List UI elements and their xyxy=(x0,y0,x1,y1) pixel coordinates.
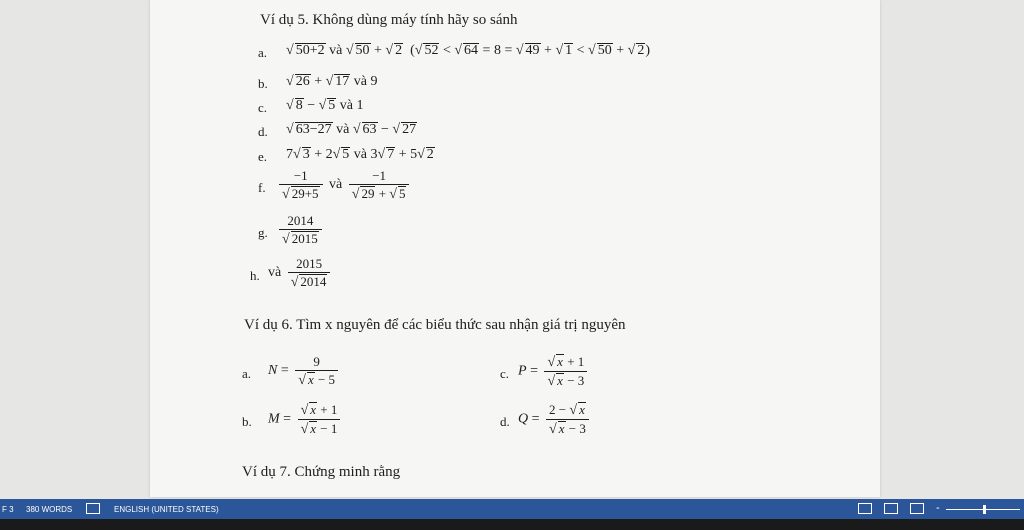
ex5-title: Ví dụ 5. Không dùng máy tính hãy so sánh xyxy=(260,12,518,28)
zoom-out-button[interactable]: - xyxy=(936,502,940,514)
proofing-icon[interactable] xyxy=(86,503,100,514)
ex5-c-label: c. xyxy=(258,100,268,115)
taskbar-edge xyxy=(0,519,1024,530)
ex6-b-expression: M = $\frac{√ x + 1}{√ x - 1}$ xyxy=(268,402,343,437)
ex6-b-label: b. xyxy=(242,414,252,429)
language-indicator[interactable]: ENGLISH (UNITED STATES) xyxy=(114,505,219,514)
ex5-d-label: d. xyxy=(258,124,268,139)
ex6-d-label: d. xyxy=(500,414,510,429)
ex5-g-expression: $\frac{2014}{√ 2015}$ xyxy=(276,213,325,247)
ex6-c-expression: P = $\frac{√ x + 1}{√ x - 3}$ xyxy=(518,354,590,389)
ex5-g-label: g. xyxy=(258,225,268,240)
ex5-a-label: a. xyxy=(258,45,268,60)
ex5-h-label: h. xyxy=(250,268,260,283)
ex7-title: Ví dụ 7. Chứng minh rằng xyxy=(242,464,401,480)
ex5-f-expression: $\frac{-1}{√ 29+5}$ và $\frac{-1}{√ 29 + √ 5}$ xyxy=(276,168,412,202)
ex5-d-expression: √ 63−27 và √ 63 − √ 27 xyxy=(286,122,417,137)
ex6-a-label: a. xyxy=(242,366,252,381)
status-bar xyxy=(0,499,1024,519)
ex5-e-expression: 7√ 3 + 2√ 5 và 3√ 7 + 5√ 2 xyxy=(286,147,434,162)
zoom-slider-thumb[interactable] xyxy=(983,505,986,514)
ex5-f-label: f. xyxy=(258,180,266,195)
ex5-a-expression: √ 50+2 và √ 50 + √ 2 (√ 52 < √ 64 = 8 = √ 49 + √ 1 < √ 50 + √ 2) xyxy=(286,43,650,58)
document-page[interactable] xyxy=(150,0,880,497)
ex6-c-label: c. xyxy=(500,366,510,381)
ex5-c-expression: √ 8 − √ 5 và 1 xyxy=(286,98,364,113)
page-indicator[interactable]: F 3 xyxy=(2,505,14,514)
ex6-a-expression: N = $\frac{9}{√ x - 5}$ xyxy=(268,354,341,388)
print-layout-icon[interactable] xyxy=(884,503,898,514)
ex5-e-label: e. xyxy=(258,149,268,164)
ex6-d-expression: Q = $\frac{2 - √ x}{√ x - 3}$ xyxy=(518,402,592,437)
web-layout-icon[interactable] xyxy=(910,503,924,514)
ex6-title: Ví dụ 6. Tìm x nguyên để các biểu thức sau nhận giá trị nguyên xyxy=(244,317,626,333)
read-mode-icon[interactable] xyxy=(858,503,872,514)
word-count[interactable]: 380 WORDS xyxy=(26,505,73,514)
ex5-b-label: b. xyxy=(258,76,268,91)
ex5-h-expression: và $\frac{2015}{√ 2014}$ xyxy=(268,256,333,290)
ex5-b-expression: √ 26 + √ 17 và 9 xyxy=(286,74,378,89)
